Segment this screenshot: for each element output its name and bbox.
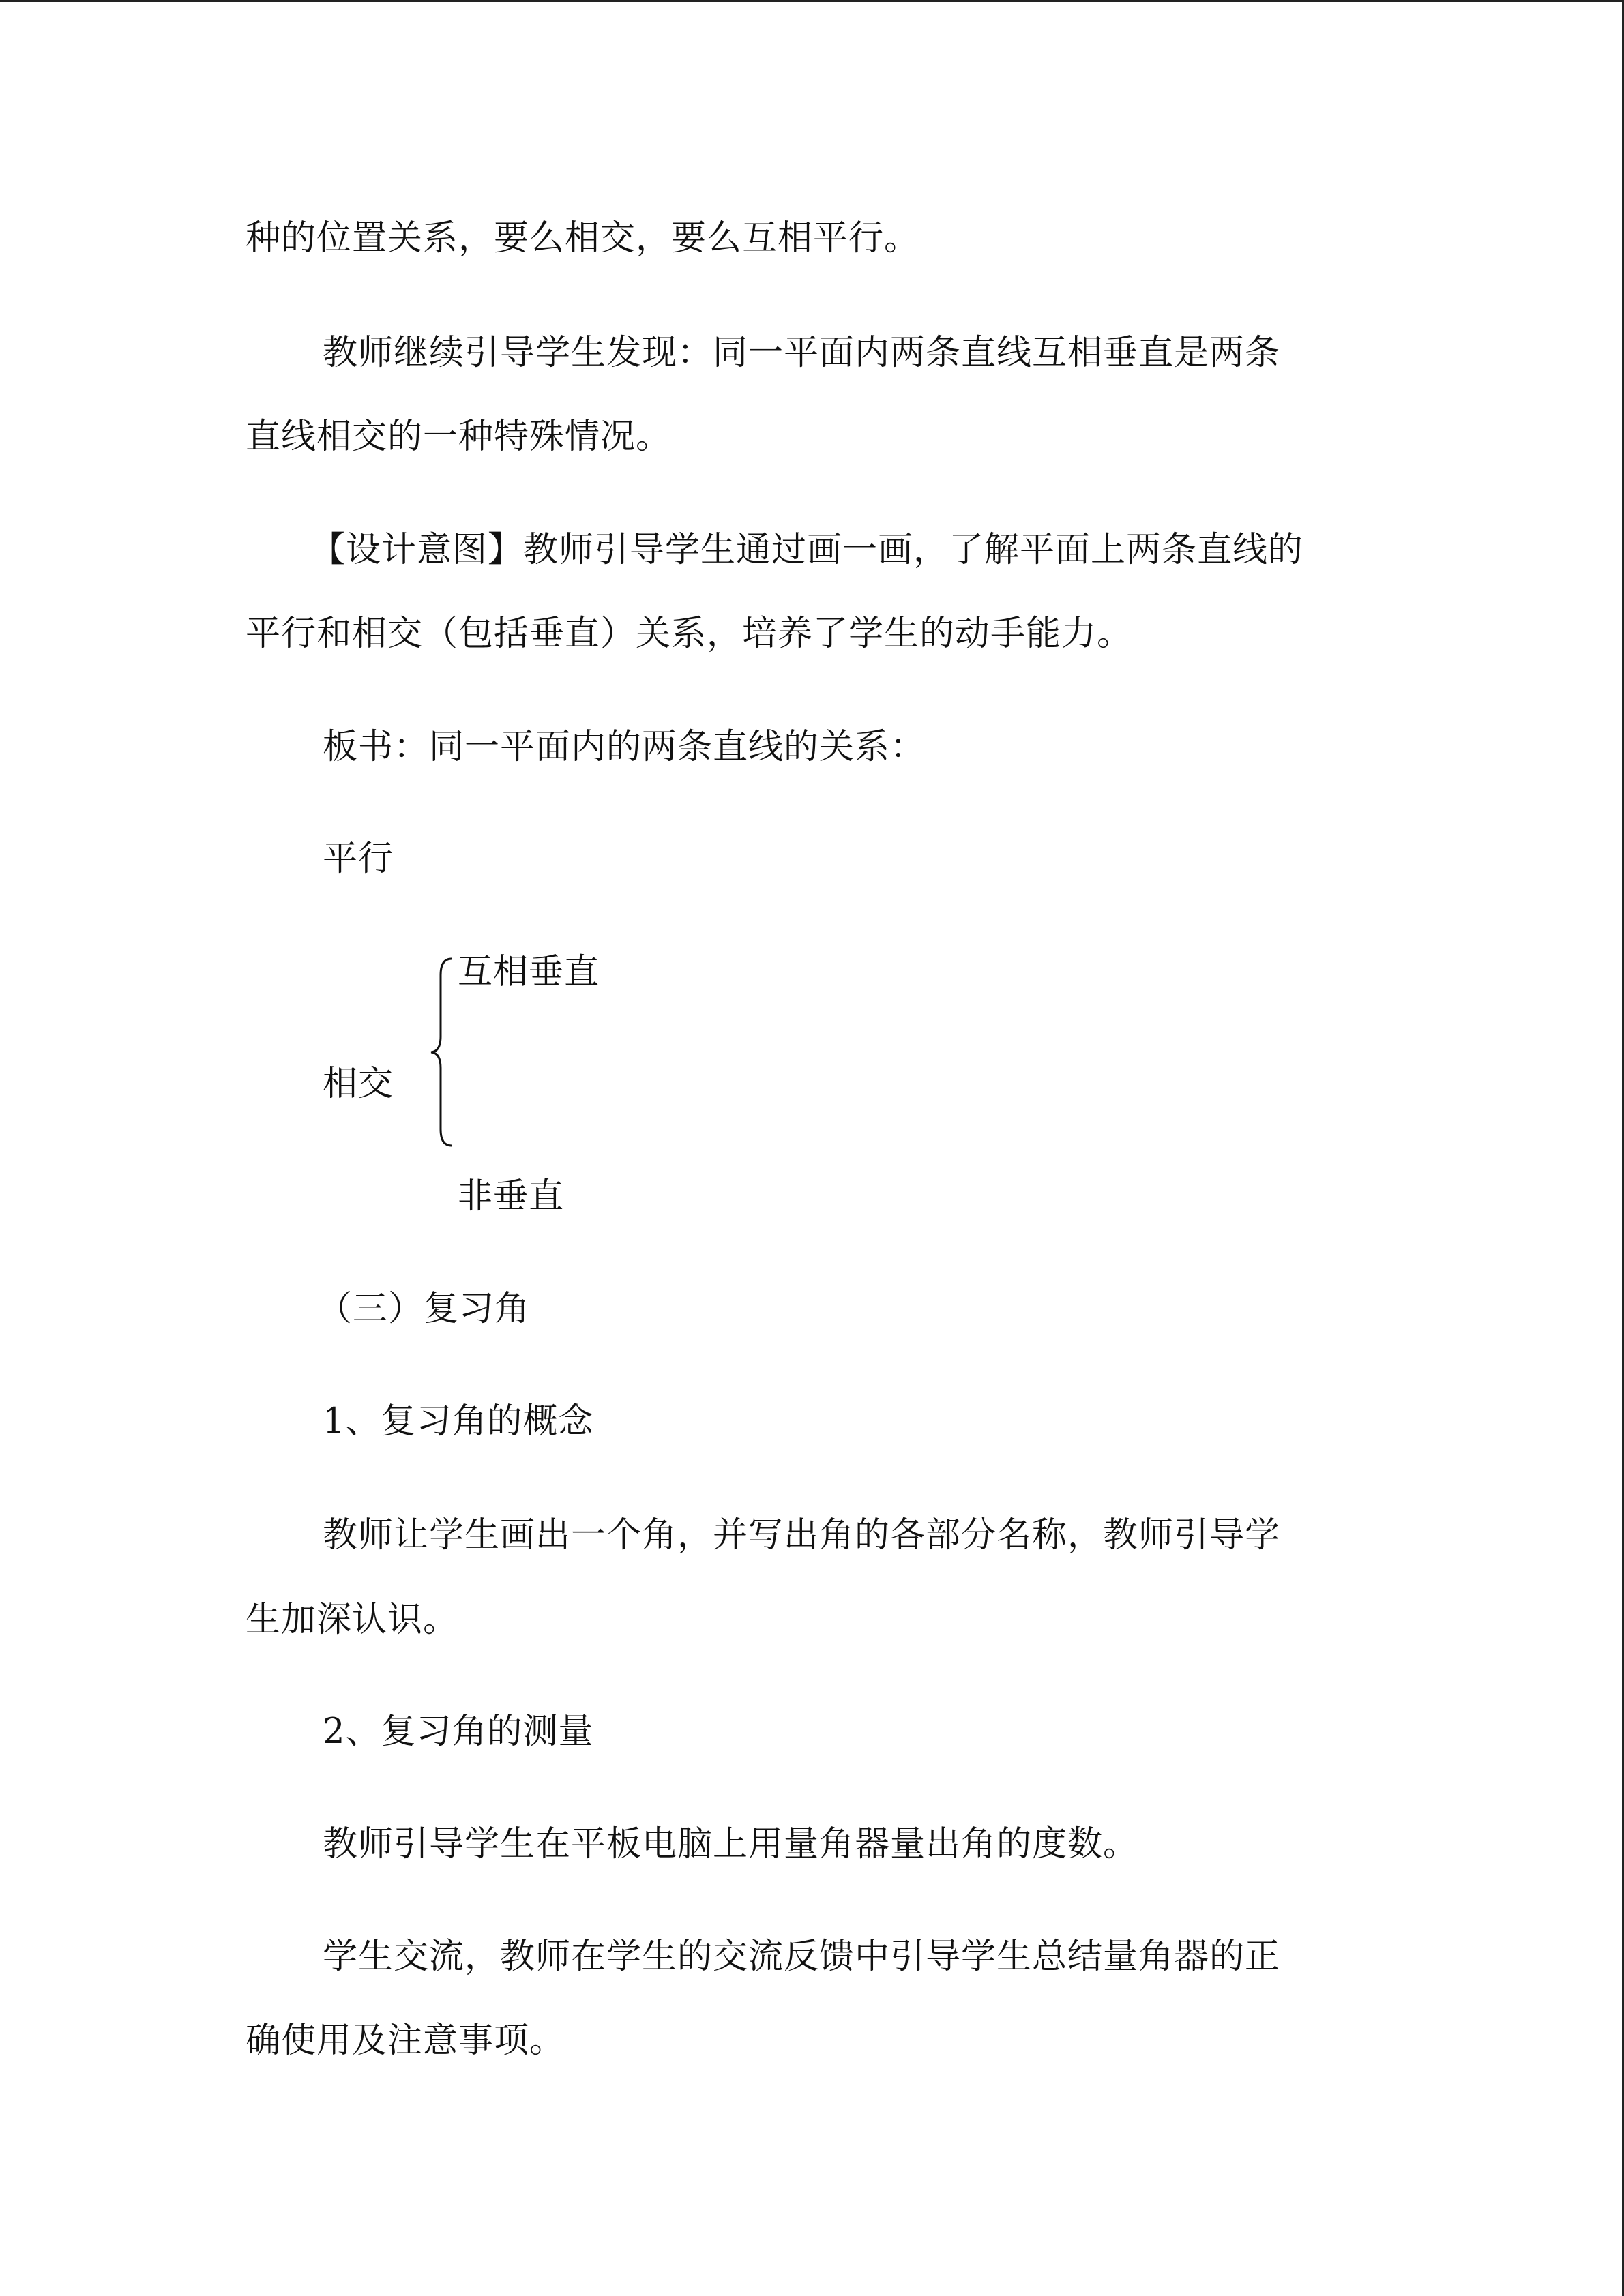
text-line: 1、复习角的概念	[323, 1401, 594, 1442]
text-line: 生加深认识。	[246, 1600, 459, 1640]
text-line: 平行	[323, 839, 394, 879]
text-line: 【设计意图】教师引导学生通过画一画，了解平面上两条直线的	[310, 530, 1304, 570]
curly-brace-icon	[428, 956, 462, 1148]
text-line: 互相垂直	[458, 952, 600, 992]
text-line: 相交	[323, 1064, 394, 1104]
text-line: 学生交流，教师在学生的交流反馈中引导学生总结量角器的正	[323, 1937, 1281, 1977]
text-line: 直线相交的一种特殊情况。	[246, 417, 672, 457]
text-line: （三）复习角	[317, 1289, 531, 1329]
text-line: 非垂直	[458, 1176, 565, 1217]
text-line: 板书：同一平面内的两条直线的关系：	[323, 727, 926, 767]
text-line: 平行和相交（包括垂直）关系，培养了学生的动手能力。	[246, 614, 1133, 654]
text-line: 教师引导学生在平板电脑上用量角器量出角的度数。	[323, 1824, 1139, 1864]
text-line: 确使用及注意事项。	[246, 2021, 565, 2061]
text-line: 2、复习角的测量	[323, 1712, 594, 1752]
text-line: 种的位置关系，要么相交，要么互相平行。	[246, 218, 920, 258]
text-line: 教师继续引导学生发现：同一平面内两条直线互相垂直是两条	[323, 333, 1281, 373]
text-line: 教师让学生画出一个角，并写出角的各部分名称，教师引导学	[323, 1515, 1281, 1555]
